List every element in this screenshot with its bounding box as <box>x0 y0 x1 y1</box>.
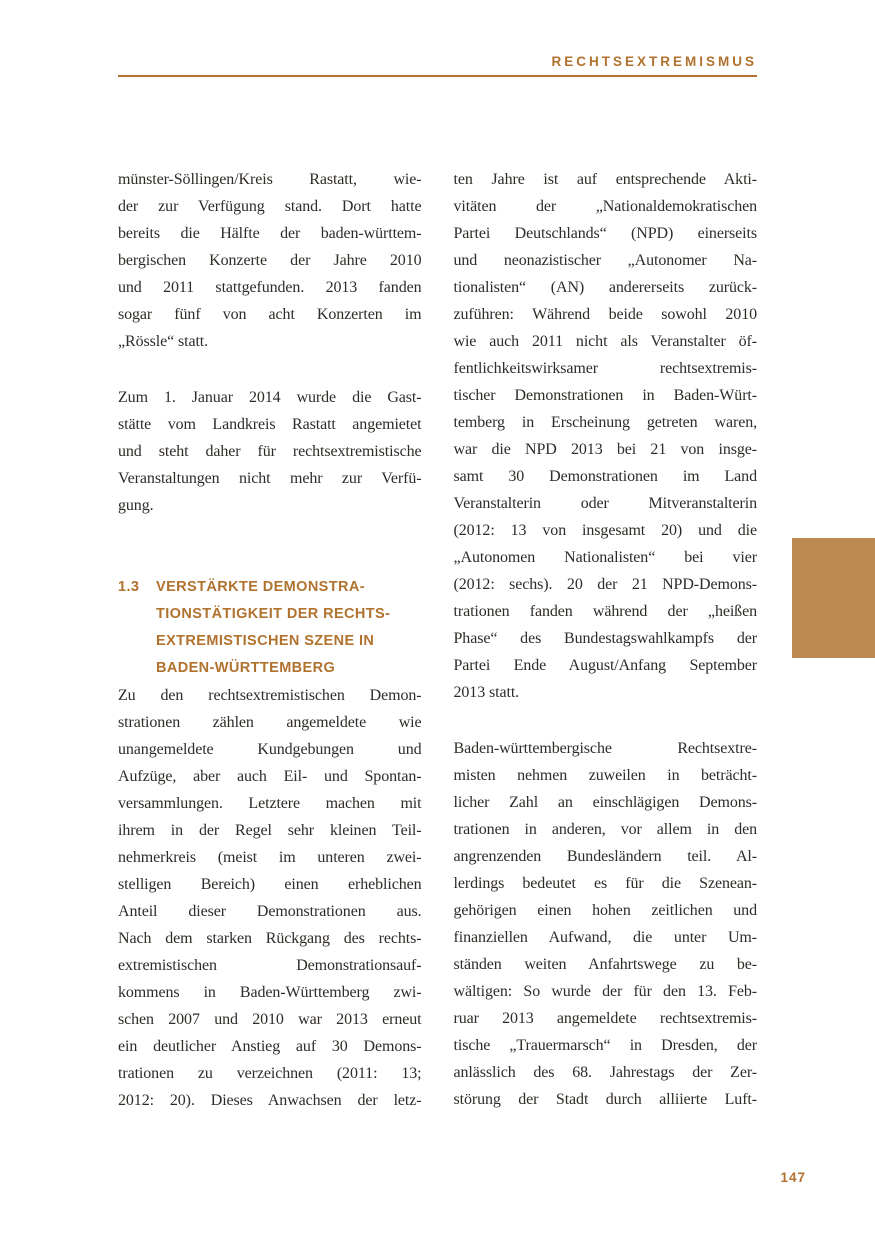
running-header: RECHTSEXTREMISMUS <box>551 54 757 69</box>
text-line: stätte vom Landkreis Rastatt angemietet <box>118 416 422 433</box>
paragraph <box>118 384 422 519</box>
page-number: 147 <box>780 1170 806 1185</box>
text-line: lerdings bedeutet es für die Szenean- <box>453 875 757 892</box>
text-line: 2013 statt. <box>453 684 520 701</box>
chapter-tab-marker <box>792 538 875 658</box>
text-line: misten nehmen zuweilen in beträcht- <box>453 767 757 784</box>
text-line: nehmerkreis (meist im unteren zwei- <box>118 849 422 866</box>
text-line: trationen fanden während der „heißen <box>453 603 757 620</box>
text-line: tische „Trauermarsch“ in Dresden, der <box>453 1037 757 1054</box>
heading-line: BADEN-WÜRTTEMBERG <box>156 660 336 676</box>
text-line: strationen zählen angemeldete wie <box>118 714 422 731</box>
section-heading-text <box>156 574 422 682</box>
left-column <box>118 166 422 1114</box>
text-line: gehörigen einen hohen zeitlichen und <box>453 902 757 919</box>
text-line: Zu den rechtsextremistischen Demon- <box>118 687 422 704</box>
text-line: samt 30 Demonstrationen im Land <box>453 468 757 485</box>
text-line: bergischen Konzerte der Jahre 2010 <box>118 252 422 269</box>
heading-line: TIONSTÄTIGKEIT DER RECHTS- <box>156 606 391 622</box>
text-line: Baden-württembergische Rechtsextre- <box>453 740 757 757</box>
text-line: gung. <box>118 497 154 514</box>
paragraph <box>454 166 758 706</box>
text-line: fentlichkeitswirksamer rechtsextremis- <box>453 360 757 377</box>
paragraph <box>454 735 758 1113</box>
text-line: angrenzenden Bundesländern teil. Al- <box>453 848 757 865</box>
text-line: und steht daher für rechtsextremistische <box>118 443 422 460</box>
text-line: Zum 1. Januar 2014 wurde die Gast- <box>118 389 422 406</box>
text-line: tischer Demonstrationen in Baden-Würt- <box>453 387 757 404</box>
text-line: Veranstalterin oder Mitveranstalterin <box>453 495 757 512</box>
paragraph <box>118 166 422 355</box>
text-line: tionalisten“ (AN) andererseits zurück- <box>453 279 757 296</box>
text-line: zuführen: Während beide sowohl 2010 <box>453 306 757 323</box>
text-line: der zur Verfügung stand. Dort hatte <box>118 198 422 215</box>
text-columns <box>118 166 757 1114</box>
text-line: ihrem in der Regel sehr kleinen Teil- <box>118 822 422 839</box>
text-line: trationen in anderen, vor allem in den <box>453 821 757 838</box>
text-line: „Rössle“ statt. <box>118 333 209 350</box>
text-line: vitäten der „Nationaldemokratischen <box>453 198 757 215</box>
heading-line: EXTREMISTISCHEN SZENE IN <box>156 633 375 649</box>
text-line: münster-Söllingen/Kreis Rastatt, wie- <box>118 171 422 188</box>
text-line: finanziellen Aufwand, die unter Um- <box>453 929 757 946</box>
text-line: wältigen: So wurde der für den 13. Feb- <box>453 983 757 1000</box>
section-number: 1.3 <box>118 579 140 595</box>
text-line: sogar fünf von acht Konzerten im <box>118 306 422 323</box>
text-line: Veranstaltungen nicht mehr zur Verfü- <box>118 470 422 487</box>
header-rule <box>118 75 757 77</box>
text-line: (2012: sechs). 20 der 21 NPD-Demons- <box>453 576 757 593</box>
text-line: störung der Stadt durch alliierte Luft- <box>453 1091 757 1108</box>
text-line: ständen weiten Anfahrtswege zu be- <box>453 956 757 973</box>
text-line: ein deutlicher Anstieg auf 30 Demons- <box>118 1038 422 1055</box>
text-line: Nach dem starken Rückgang des rechts- <box>118 930 422 947</box>
text-line: stelligen Bereich) einen erheblichen <box>118 876 422 893</box>
text-line: extremistischen Demonstrationsauf- <box>118 957 422 974</box>
text-line: licher Zahl an einschlägigen Demons- <box>453 794 757 811</box>
text-line: ruar 2013 angemeldete rechtsextremis- <box>453 1010 757 1027</box>
text-line: Partei Deutschlands“ (NPD) einerseits <box>453 225 757 242</box>
paragraph <box>118 682 422 1114</box>
text-line: bereits die Hälfte der baden-württem- <box>118 225 422 242</box>
text-line: 2012: 20). Dieses Anwachsen der letz- <box>118 1092 422 1109</box>
section-heading <box>118 574 422 682</box>
text-line: unangemeldete Kundgebungen und <box>118 741 422 758</box>
text-line: temberg in Erscheinung getreten waren, <box>453 414 757 431</box>
text-line: Phase“ des Bundestagswahlkampfs der <box>453 630 757 647</box>
heading-line: VERSTÄRKTE DEMONSTRA- <box>156 579 365 595</box>
text-line: versammlungen. Letztere machen mit <box>118 795 422 812</box>
text-line: „Autonomen Nationalisten“ bei vier <box>453 549 757 566</box>
text-line: trationen zu verzeichnen (2011: 13; <box>118 1065 422 1082</box>
text-line: war die NPD 2013 bei 21 von insge- <box>453 441 757 458</box>
text-line: und 2011 stattgefunden. 2013 fanden <box>118 279 422 296</box>
text-line: ten Jahre ist auf entsprechende Akti- <box>453 171 757 188</box>
text-line: anlässlich des 68. Jahrestags der Zer- <box>453 1064 757 1081</box>
text-line: (2012: 13 von insgesamt 20) und die <box>453 522 757 539</box>
text-line: Aufzüge, aber auch Eil- und Spontan- <box>118 768 422 785</box>
text-line: wie auch 2011 nicht als Veranstalter öf- <box>453 333 757 350</box>
text-line: und neonazistischer „Autonomer Na- <box>453 252 757 269</box>
text-line: Anteil dieser Demonstrationen aus. <box>118 903 422 920</box>
text-line: schen 2007 und 2010 war 2013 erneut <box>118 1011 422 1028</box>
text-line: kommens in Baden-Württemberg zwi- <box>118 984 422 1001</box>
text-line: Partei Ende August/Anfang September <box>453 657 757 674</box>
right-column <box>454 166 758 1114</box>
